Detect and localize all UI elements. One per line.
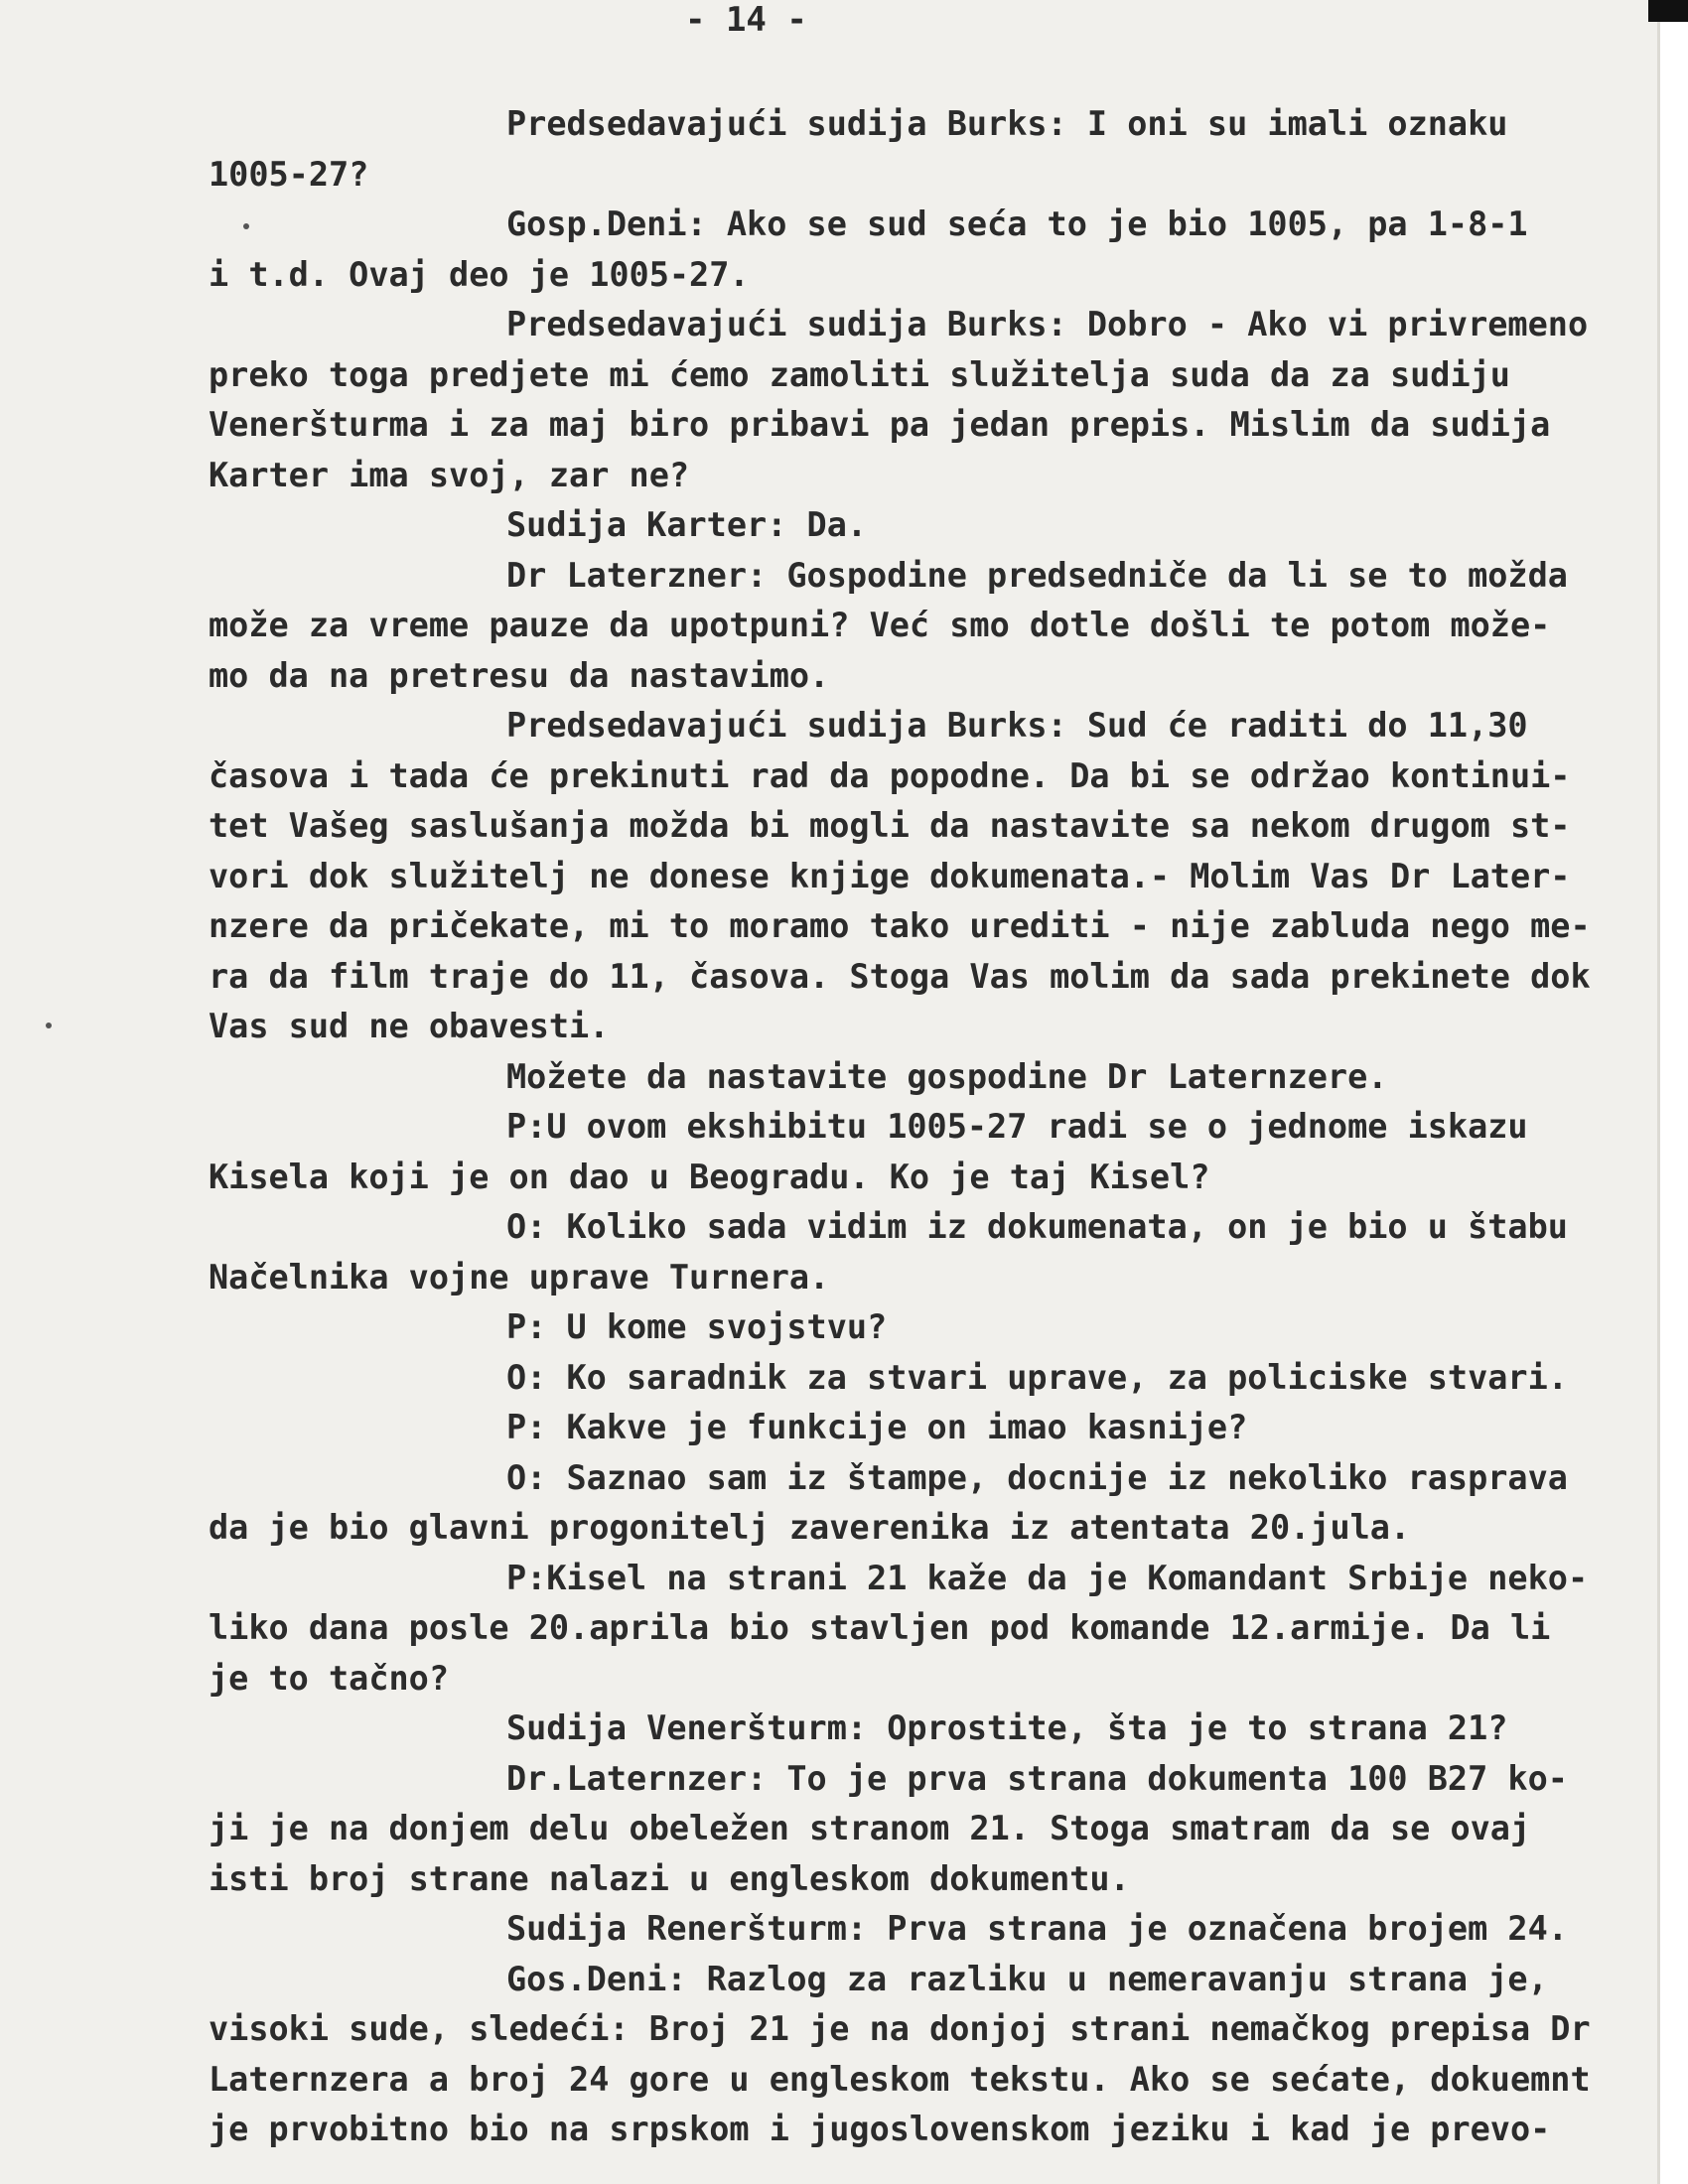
text-line: P:Kisel na strani 21 kaže da je Komandant Srbije neko-: [506, 1558, 1589, 1597]
text-line: Možete da nastavite gospodine Dr Laternzere.: [506, 1056, 1388, 1096]
text-line: O: Saznao sam iz štampe, docnije iz nekoliko rasprava: [506, 1457, 1568, 1497]
text-line: visoki sude, sledeći: Broj 21 je na donjoj strani nemačkog prepisa Dr: [209, 2009, 1591, 2048]
text-line: preko toga predjete mi ćemo zamoliti služitelja suda da za sudiju: [209, 354, 1510, 394]
text-line: Laternzera a broj 24 gore u engleskom tekstu. Ako se sećate, dokuemnt: [209, 2059, 1591, 2099]
text-line: da je bio glavni progonitelj zaverenika iz atentata 20.jula.: [209, 1508, 1411, 1547]
text-line: vori dok služitelj ne donese knjige dokumenata.- Molim Vas Dr Later-: [209, 856, 1571, 895]
text-line: Gos.Deni: Razlog za razliku u nemeravanju strana je,: [506, 1959, 1548, 1998]
text-line: ra da film traje do 11, časova. Stoga Vas molim da sada prekinete dok: [209, 956, 1591, 996]
text-line: isti broj strane nalazi u engleskom dokumentu.: [209, 1858, 1130, 1898]
text-line: i t.d. Ovaj deo je 1005-27.: [209, 254, 750, 294]
text-line: je to tačno?: [209, 1658, 450, 1698]
text-line: 1005-27?: [209, 154, 369, 194]
text-line: ji je na donjem delu obeležen stranom 21. Stoga smatram da se ovaj: [209, 1809, 1531, 1847]
page-number: - 14 -: [685, 0, 807, 40]
stray-mark: [243, 223, 249, 229]
text-line: Načelnika vojne uprave Turnera.: [209, 1257, 830, 1297]
text-line: Predsedavajući sudija Burks: Dobro - Ako vi privremeno: [506, 305, 1589, 343]
text-line: Sudija Veneršturm: Oprostite, šta je to strana 21?: [506, 1708, 1508, 1747]
scan-edge: [1657, 0, 1688, 2184]
document-body: [209, 99, 1628, 2155]
text-line: Sudija Karter: Da.: [506, 505, 868, 544]
text-line: O: Ko saradnik za stvari uprave, za policiske stvari.: [506, 1357, 1568, 1397]
text-line: Sudija Reneršturm: Prva strana je označena brojem 24.: [506, 1909, 1568, 1948]
text-line: Dr Laterzner: Gospodine predsedniče da li se to možda: [506, 555, 1568, 595]
text-line: Karter ima svoj, zar ne?: [209, 455, 690, 494]
text-line: liko dana posle 20.aprila bio stavljen pod komande 12.armije. Da li: [209, 1608, 1551, 1647]
text-line: Kisela koji je on dao u Beogradu. Ko je taj Kisel?: [209, 1157, 1210, 1196]
text-line: tet Vašeg saslušanja možda bi mogli da nastavite sa nekom drugom st-: [209, 806, 1571, 845]
text-line: O: Koliko sada vidim iz dokumenata, on je bio u štabu: [506, 1207, 1568, 1246]
text-line: P:U ovom ekshibitu 1005-27 radi se o jednome iskazu: [506, 1107, 1528, 1146]
scan-corner: [1648, 0, 1688, 22]
text-line: Veneršturma i za maj biro pribavi pa jedan prepis. Mislim da sudija: [209, 405, 1551, 444]
text-line: mo da na pretresu da nastavimo.: [209, 655, 830, 695]
text-line: Gosp.Deni: Ako se sud seća to je bio 1005, pa 1-8-1: [506, 205, 1528, 243]
text-line: može za vreme pauze da upotpuni? Već smo dotle došli te potom može-: [209, 606, 1551, 644]
text-line: Predsedavajući sudija Burks: Sud će raditi do 11,30: [506, 706, 1528, 745]
text-line: je prvobitno bio na srpskom i jugoslovenskom jeziku i kad je prevo-: [209, 2110, 1551, 2148]
text-line: P: Kakve je funkcije on imao kasnije?: [506, 1408, 1248, 1446]
text-line: časova i tada će prekinuti rad da popodne. Da bi se održao kontinui-: [209, 755, 1571, 795]
text-line: Dr.Laternzer: To je prva strana dokumenta 100 B27 ko-: [506, 1758, 1568, 1798]
text-line: Predsedavajući sudija Burks: I oni su imali oznaku: [506, 104, 1508, 143]
stray-mark: [46, 1023, 52, 1028]
text-line: nzere da pričekate, mi to moramo tako urediti - nije zabluda nego me-: [209, 906, 1591, 945]
text-line: P: U kome svojstvu?: [506, 1307, 888, 1346]
text-line: Vas sud ne obavesti.: [209, 1007, 610, 1045]
